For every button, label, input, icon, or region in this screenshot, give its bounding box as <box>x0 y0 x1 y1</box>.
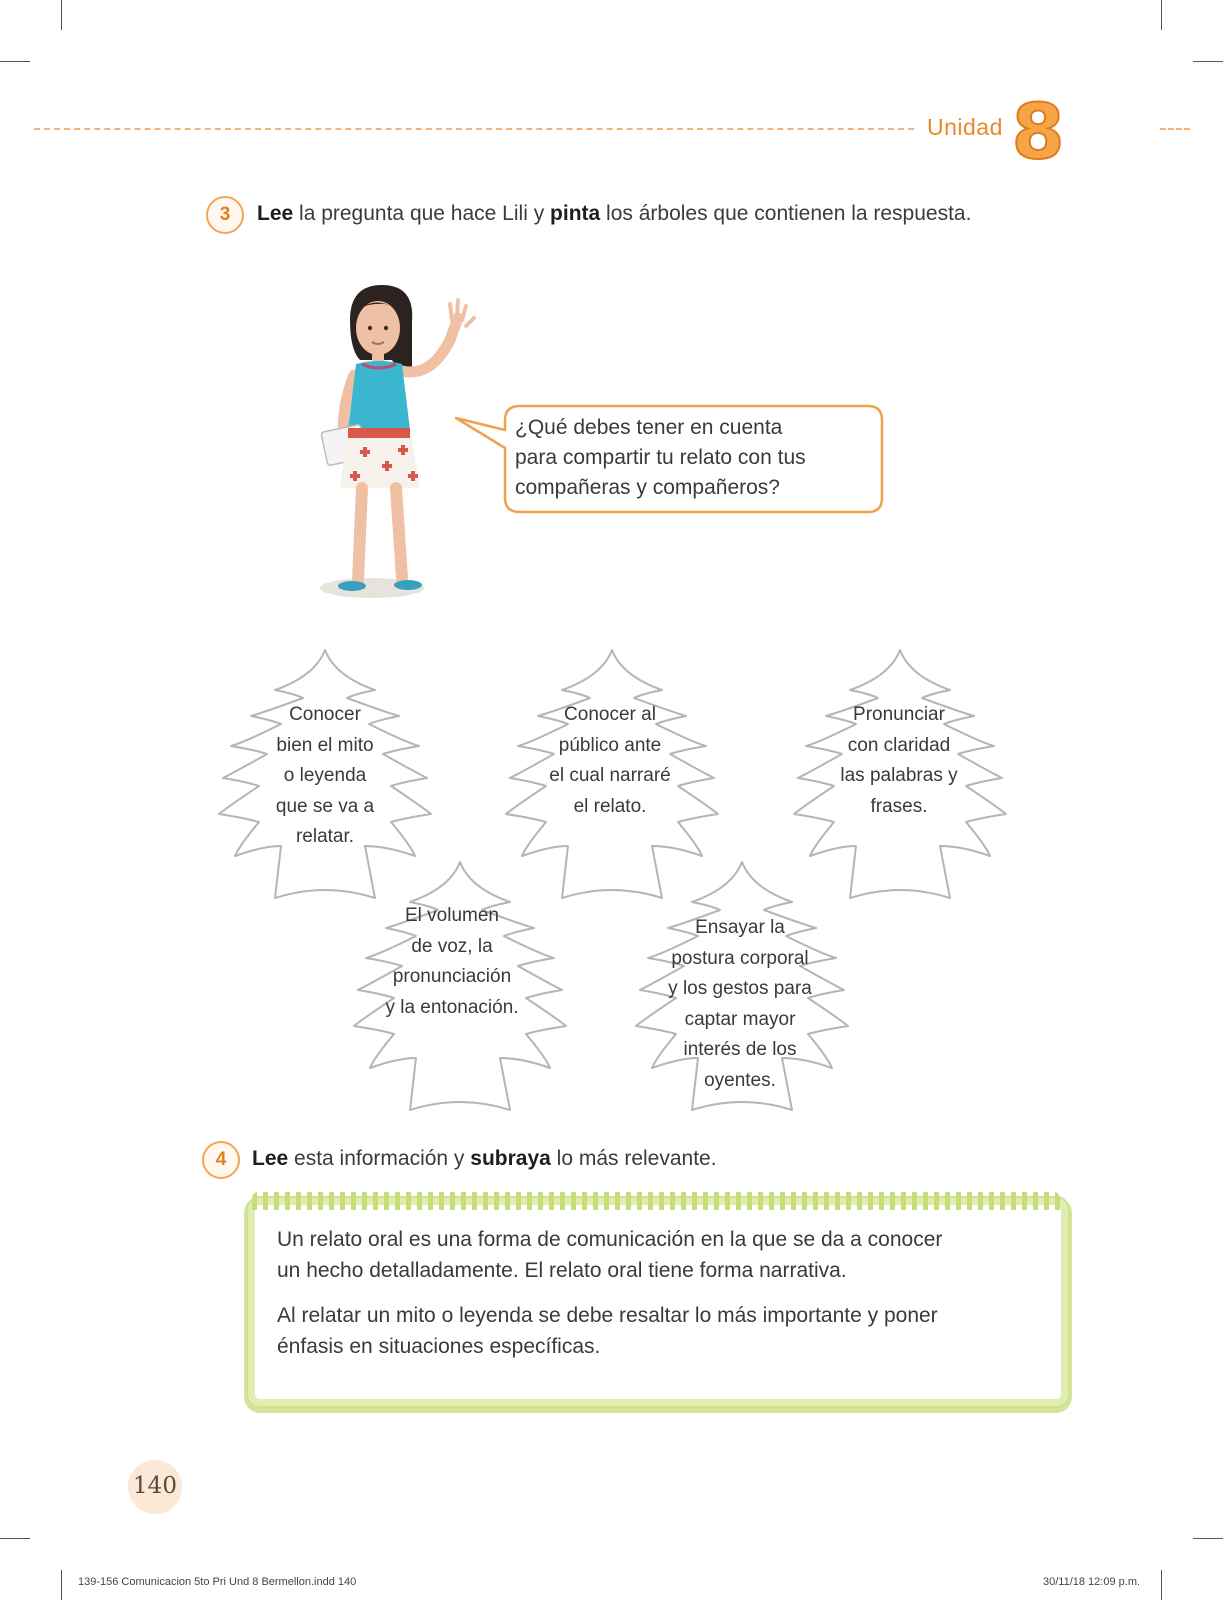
activity-number-badge: 4 <box>202 1141 240 1179</box>
tree-line: el cual narraré <box>549 765 671 786</box>
tree-line: Pronunciar <box>853 704 945 725</box>
info-box-binding <box>252 1192 1060 1210</box>
tree-line: relatar. <box>295 826 355 847</box>
info-line: Un relato oral es una forma de comunicación en la que se da a conocer <box>277 1228 943 1251</box>
info-paragraph-1[interactable] <box>277 1224 1037 1286</box>
crop-mark <box>1161 0 1162 30</box>
unit-number: 8 <box>1012 92 1064 166</box>
tree-line: bien el mito <box>276 734 374 756</box>
header-dashed-rule <box>34 128 914 130</box>
tree-line: postura corporal <box>671 947 809 969</box>
tree-line: captar mayor <box>684 1008 796 1030</box>
tree-line: interés de los <box>683 1039 797 1060</box>
tree-line: el relato. <box>573 795 647 817</box>
page-number: 140 <box>133 1473 177 1499</box>
instruction-verb: pinta <box>550 202 601 225</box>
tree-3-text <box>799 700 999 822</box>
crop-mark <box>0 61 30 62</box>
tree-line: frases. <box>870 795 928 817</box>
instruction-text: los árboles que contienen la respuesta. <box>600 202 972 225</box>
tree-line: pronunciación <box>392 966 512 987</box>
crop-mark <box>1193 1538 1223 1539</box>
tree-line: que se va a <box>275 795 375 817</box>
unit-label: Unidad <box>927 114 1003 140</box>
unit-number-badge <box>1012 92 1064 166</box>
tree-line: y los gestos para <box>668 978 812 999</box>
tree-1-text <box>225 700 425 853</box>
tree-line: o leyenda <box>283 765 367 786</box>
activity-number-badge: 3 <box>206 196 244 234</box>
tree-line: de voz, la <box>411 935 493 957</box>
instruction-text: lo más relevante. <box>550 1147 717 1170</box>
info-line: énfasis en situaciones específicas. <box>277 1335 601 1358</box>
crop-mark <box>61 1570 62 1600</box>
info-line: Al relatar un mito o leyenda se debe resaltar lo más importante y poner <box>277 1304 938 1327</box>
tree-line: las palabras y <box>840 765 958 786</box>
tree-line: El volumen <box>405 905 499 926</box>
bubble-line: para compartir tu relato con tus <box>515 446 806 469</box>
activity-3-instruction <box>257 202 971 226</box>
activity-4-instruction <box>252 1147 717 1171</box>
tree-line: oyentes. <box>704 1069 776 1091</box>
instruction-verb: Lee <box>252 1147 289 1170</box>
tree-line: público ante <box>558 734 662 756</box>
crop-mark <box>1161 1570 1162 1600</box>
bubble-line: ¿Qué debes tener en cuenta <box>515 416 783 439</box>
crop-mark <box>61 0 62 30</box>
tree-line: y la entonación. <box>385 996 519 1018</box>
crop-mark <box>1193 61 1223 62</box>
header-dashed-rule <box>1160 128 1190 130</box>
instruction-text: esta información y <box>288 1147 471 1170</box>
footer-date: 30/11/18 12:09 p.m. <box>1043 1576 1141 1588</box>
tree-2-text <box>510 700 710 822</box>
speech-bubble-text <box>515 413 875 503</box>
tree-line: Ensayar la <box>695 917 785 938</box>
footer-file-name: 139-156 Comunicacion 5to Pri Und 8 Bermellon.indd 140 <box>78 1576 357 1588</box>
instruction-verb: Lee <box>257 202 294 225</box>
info-paragraph-2[interactable] <box>277 1300 1037 1362</box>
info-line: un hecho detalladamente. El relato oral tiene forma narrativa. <box>277 1259 847 1282</box>
instruction-verb: subraya <box>470 1147 551 1170</box>
tree-4-text <box>352 901 552 1023</box>
tree-line: Conocer al <box>564 704 656 725</box>
tree-5-text <box>640 913 840 1096</box>
crop-mark <box>0 1538 30 1539</box>
tree-line: Conocer <box>289 704 361 725</box>
bubble-line: compañeras y compañeros? <box>515 476 780 499</box>
instruction-text: la pregunta que hace Lili y <box>293 202 551 225</box>
tree-line: con claridad <box>847 734 951 756</box>
